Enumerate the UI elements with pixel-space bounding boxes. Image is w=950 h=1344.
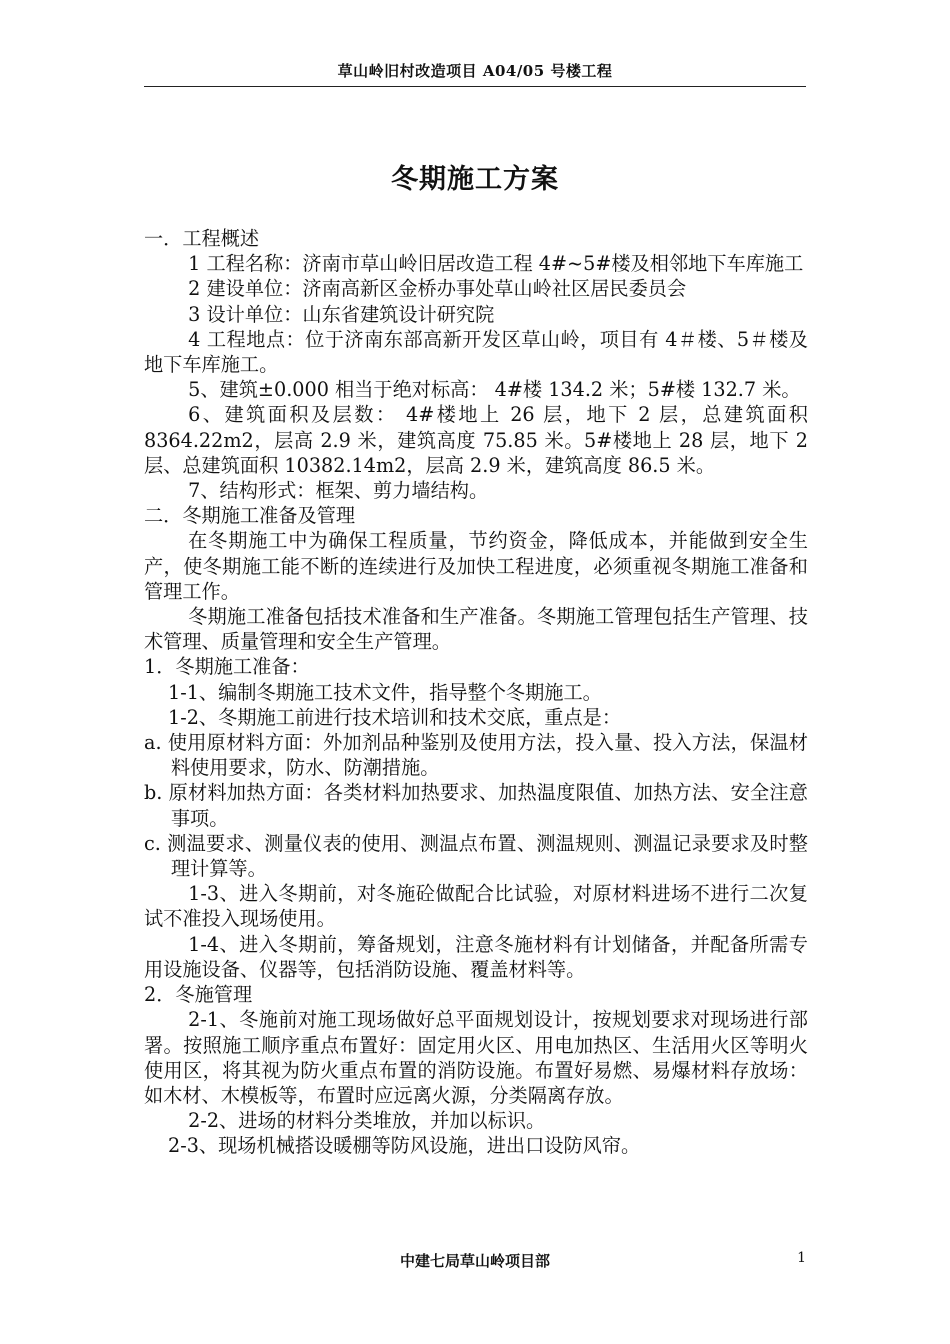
list-item: 2-3、现场机械搭设暖棚等防风设施，进出口设防风帘。 <box>168 1134 641 1158</box>
overview-item-structure: 7、结构形式：框架、剪力墙结构。 <box>188 479 489 503</box>
overview-item-designer: 3 设计单位：山东省建筑设计研究院 <box>188 302 495 326</box>
overview-item-project-name: 1 工程名称：济南市草山岭旧居改造工程 4#~5#楼及相邻地下车库施工 <box>188 252 804 276</box>
list-item: a. 使用原材料方面：外加剂品种鉴别及使用方法，投入量、投入方法，保温材料使用要求，防水、防潮措施。 <box>144 731 808 780</box>
page-footer: 中建七局草山岭项目部 <box>399 1252 550 1270</box>
overview-item-elevation: 5、建筑±0.000 相当于绝对标高： 4#楼 134.2 米；5#楼 132.7 米。 <box>188 378 801 402</box>
body-paragraph: 冬期施工准备包括技术准备和生产准备。冬期施工管理包括生产管理、技术管理、质量管理和安全生产管理。 <box>144 605 808 654</box>
overview-item-location: 4 工程地点：位于济南东部高新开发区草山岭，项目有 4＃楼、5＃楼及地下车库施工。 <box>144 327 808 377</box>
section-heading-preparation: 二．冬期施工准备及管理 <box>144 504 356 528</box>
list-item: 2-2、进场的材料分类堆放，并加以标识。 <box>188 1109 546 1133</box>
page-number: 1 <box>797 1250 806 1266</box>
list-item: c. 测温要求、测量仪表的使用、测温点布置、测温规则、测温记录要求及时整理计算等。 <box>144 831 808 881</box>
document-title: 冬期施工方案 <box>391 164 559 195</box>
list-item: b. 原材料加热方面：各类材料加热要求、加热温度限值、加热方法、安全注意事项。 <box>144 781 808 830</box>
page-header: 草山岭旧村改造项目 A04/05 号楼工程 <box>337 62 613 80</box>
header-rule <box>144 86 806 87</box>
subsection-heading: 1．冬期施工准备： <box>144 655 310 679</box>
document-body <box>144 226 808 1159</box>
list-item: 1-2、冬期施工前进行技术培训和技术交底，重点是： <box>168 705 622 729</box>
list-item: 1-4、进入冬期前，筹备规划，注意冬施材料有计划储备，并配备所需专用设施设备、仪器等，包括消防设施、覆盖材料等。 <box>144 932 808 981</box>
overview-item-area: 6、建筑面积及层数： 4#楼地上 26 层，地下 2 层，总建筑面积 8364.22m2，层高 2.9 米，建筑高度 75.85 米。5#楼地上 28 层，地下 2 层、总建筑面积 10382.14m2，层高 2.9 米，建筑高度 86.5 米。 <box>144 403 808 477</box>
body-paragraph: 在冬期施工中为确保工程质量，节约资金，降低成本，并能做到安全生产，使冬期施工能不断的连续进行及加快工程进度，必须重视冬期施工准备和管理工作。 <box>144 529 808 603</box>
list-item: 1-1、编制冬期施工技术文件，指导整个冬期施工。 <box>168 680 602 704</box>
list-item: 1-3、进入冬期前，对冬施砼做配合比试验，对原材料进场不进行二次复试不准投入现场使用。 <box>144 882 808 931</box>
list-item: 2-1、冬施前对施工现场做好总平面规划设计，按规划要求对现场进行部署。按照施工顺序重点布置好：固定用火区、用电加热区、生活用火区等明火使用区，将其视为防火重点布置的消防设施。布置好易燃、易爆材料存放场：如木材、木模板等，布置时应远离火源，分类隔离存放。 <box>144 1008 808 1107</box>
section-heading-overview: 一．工程概述 <box>144 227 260 250</box>
overview-item-client: 2 建设单位：济南高新区金桥办事处草山岭社区居民委员会 <box>188 277 687 301</box>
subsection-heading: 2．冬施管理 <box>144 983 253 1007</box>
